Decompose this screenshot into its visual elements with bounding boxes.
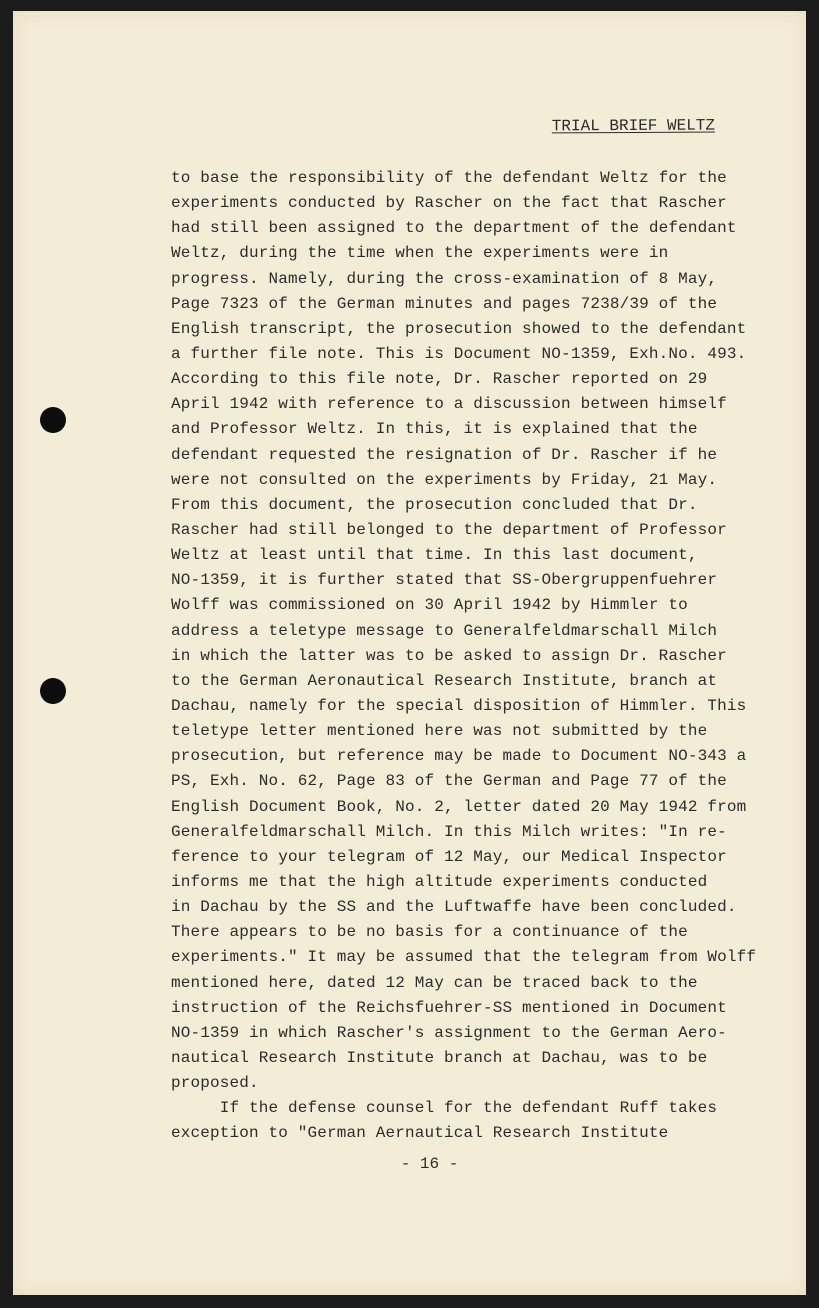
text-line: Dachau, namely for the special disposition of Himmler. This — [171, 696, 747, 715]
text-line: According to this file note, Dr. Rascher reported on 29 — [171, 370, 708, 389]
text-line: were not consulted on the experiments by Friday, 21 May. — [171, 470, 718, 489]
text-line: instruction of the Reichsfuehrer-SS mentioned in Document — [171, 998, 727, 1017]
text-line: nautical Research Institute branch at Dachau, was to be — [171, 1048, 708, 1067]
text-line: NO-1359 in which Rascher's assignment to the German Aero- — [171, 1023, 727, 1042]
text-line: to the German Aeronautical Research Institute, branch at — [171, 671, 718, 690]
text-line: informs me that the high altitude experiments conducted — [171, 872, 708, 891]
text-line: If the defense counsel for the defendant Ruff takes — [171, 1099, 718, 1118]
text-line: progress. Namely, during the cross-examination of 8 May, — [171, 269, 718, 288]
text-line: exception to "German Aernautical Research Institute — [171, 1124, 669, 1143]
text-line: address a teletype message to Generalfeldmarschall Milch — [171, 621, 718, 640]
text-line: From this document, the prosecution concluded that Dr. — [171, 495, 698, 514]
punch-hole — [40, 407, 66, 433]
text-line: Page 7323 of the German minutes and pages 7238/39 of the — [171, 294, 718, 313]
text-line: prosecution, but reference may be made to Document NO-343 a — [171, 747, 747, 766]
text-line: English Document Book, No. 2, letter dated 20 May 1942 from — [171, 797, 747, 816]
text-line: PS, Exh. No. 62, Page 83 of the German and Page 77 of the — [171, 772, 727, 791]
text-line: mentioned here, dated 12 May can be traced back to the — [171, 973, 698, 992]
text-line: a further file note. This is Document NO-1359, Exh.No. 493. — [171, 344, 747, 363]
text-line: to base the responsibility of the defendant Weltz for the — [171, 169, 727, 187]
text-line: English transcript, the prosecution showed to the defendant — [171, 319, 747, 338]
text-line: Wolff was commissioned on 30 April 1942 by Himmler to — [171, 596, 688, 615]
document-header: TRIAL BRIEF WELTZ — [551, 116, 716, 136]
body-text — [171, 166, 791, 1146]
text-line: teletype letter mentioned here was not submitted by the — [171, 722, 708, 741]
text-line: had still been assigned to the department of the defendant — [171, 219, 737, 238]
text-line: ference to your telegram of 12 May, our Medical Inspector — [171, 847, 727, 866]
page-number: - 16 - — [400, 1155, 459, 1173]
text-line: in Dachau by the SS and the Luftwaffe have been concluded. — [171, 898, 737, 917]
text-line: and Professor Weltz. In this, it is explained that the — [171, 420, 698, 439]
text-line: experiments conducted by Rascher on the fact that Rascher — [171, 194, 727, 213]
text-line: Weltz at least until that time. In this last document, — [171, 546, 698, 565]
text-line: Weltz, during the time when the experiments were in — [171, 244, 669, 263]
text-line: There appears to be no basis for a continuance of the — [171, 923, 688, 942]
text-line: NO-1359, it is further stated that SS-Obergruppenfuehrer — [171, 571, 718, 590]
text-line: defendant requested the resignation of Dr. Rascher if he — [171, 445, 718, 464]
text-line: Rascher had still belonged to the department of Professor — [171, 520, 727, 539]
text-line: proposed. — [171, 1074, 259, 1093]
document-page — [13, 11, 806, 1295]
punch-hole — [40, 678, 66, 704]
text-line: April 1942 with reference to a discussion between himself — [171, 395, 727, 414]
text-line: experiments." It may be assumed that the telegram from Wolff — [171, 948, 757, 967]
text-line: in which the latter was to be asked to assign Dr. Rascher — [171, 646, 727, 665]
text-line: Generalfeldmarschall Milch. In this Milch writes: "In re- — [171, 822, 727, 841]
